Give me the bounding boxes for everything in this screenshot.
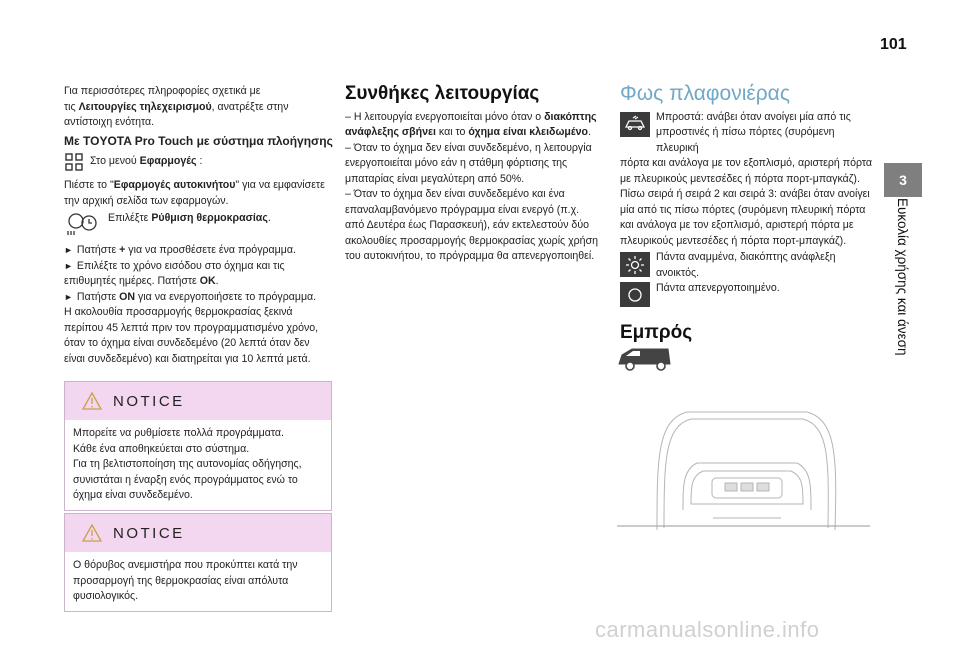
door-mode-line: μία από τις πίσω πόρτες (συρόμενη πλευρική πόρτα	[620, 203, 866, 216]
menu-text: :	[196, 155, 203, 167]
condition-3-line-2: επαναλαμβανόμενο πρόγραμμα είναι ενεργό (π.χ.	[345, 203, 580, 216]
condition-1-line-1	[345, 110, 600, 126]
step-text: για να ενεργοποιήσετε το πρόγραμμα.	[135, 290, 317, 303]
notice-label: NOTICE	[113, 392, 185, 410]
chapter-label-text: Ευκολία χρήσης και άνεση	[895, 198, 910, 356]
notice-box-2	[64, 513, 332, 612]
chapter-tab[interactable]: 3	[884, 163, 922, 197]
temperature-setting-row	[64, 209, 339, 237]
warning-triangle-icon	[81, 391, 103, 411]
step-text: .	[215, 275, 219, 287]
courtesy-light-illustration	[617, 400, 870, 540]
warning-triangle-icon	[81, 523, 103, 543]
sun-icon	[624, 255, 646, 275]
door-mode-line: μπροστινές ή πίσω πόρτες (συρόμενη πλευρική	[656, 126, 835, 154]
step-text: Πατήστε	[76, 290, 120, 303]
intro-line-1: Για περισσότερες πληροφορίες σχετικά με	[64, 85, 261, 97]
condition-3-line-5: του αυτοκινήτου, το πρόγραμμα θα απενεργοποιηθεί.	[345, 250, 595, 262]
step-arrow-icon: ►	[64, 291, 73, 302]
left-column	[64, 84, 339, 367]
always-on-icon	[620, 252, 650, 277]
condition-bold: διακόπτης	[544, 110, 597, 123]
middle-column	[345, 83, 600, 265]
condition-bold: ανάφλεξης σβήνει	[345, 126, 436, 138]
always-on-block	[620, 250, 872, 281]
always-off-line: Πάντα απενεργοποιημένο.	[656, 282, 780, 294]
press-line-2: την αρχική σελίδα των εφαρμογών.	[64, 194, 229, 207]
plus-key: +	[119, 244, 126, 256]
sequence-para-1: Η ακολουθία προσαρμογής θερμοκρασίας ξεκινά	[64, 306, 293, 318]
watermark: carmanualsonline.info	[595, 617, 820, 642]
always-off-block	[620, 281, 872, 307]
step-1	[64, 243, 339, 259]
select-text: .	[267, 212, 271, 224]
door-mode-line: Μπροστά: ανάβει όταν ανοίγει μία από τις	[656, 110, 851, 123]
always-on-line: ανοικτός.	[656, 266, 700, 279]
always-off-icon	[620, 282, 650, 307]
door-mode-line: πλευρικούς μεντεσέδες ή πόρτα πορτ-μπαγκάζ).	[620, 234, 847, 247]
intro-line-3: αντίστοιχη ενότητα.	[64, 116, 155, 128]
on-key: ON	[119, 290, 136, 303]
notice-line: προσαρμογή της θερμοκρασίας είναι απόλυτα	[73, 574, 289, 587]
door-open-car-icon	[623, 115, 647, 133]
condition-2-line-3: μπαταρίας είναι μεγαλύτερη από 50%.	[345, 172, 525, 185]
notice-body	[65, 552, 331, 611]
menu-name: Εφαρμογές	[139, 155, 197, 167]
step-arrow-icon: ►	[64, 260, 73, 271]
courtesy-light-title: Φως πλαφονιέρας	[620, 82, 790, 105]
subheading: Με TOYOTA Pro Touch με σύστημα πλοήγησης	[64, 133, 333, 148]
notice-header	[65, 514, 331, 552]
condition-text: και το	[435, 126, 469, 138]
notice-line: Μπορείτε να ρυθμίσετε πολλά προγράμματα.	[73, 427, 284, 439]
temperature-schedule-icon	[64, 209, 102, 237]
condition-2-line-2: ενεργοποιείται μόνο εάν η στάθμη φόρτισης της	[345, 157, 568, 169]
always-on-line: Πάντα αναμμένα, διακόπτης ανάφλεξη	[656, 251, 836, 263]
intro-text: , ανατρέξτε στην	[211, 100, 289, 113]
notice-body	[65, 420, 331, 510]
menu-text: Στο μενού	[90, 155, 140, 167]
notice-line: φυσιολογικός.	[73, 590, 139, 602]
operating-conditions-title: Συνθήκες λειτουργίας	[345, 83, 540, 104]
remote-functions-link: Λειτουργίες τηλεχειρισμού	[78, 100, 212, 113]
condition-3-line-3: από Δευτέρα έως Παρασκευή), εάν εκτελεστούν δύο	[345, 219, 590, 231]
notice-line: συνιστάται η έναρξη ενός προγράμματος ενώ το	[73, 473, 298, 486]
step-text: Πατήστε	[76, 244, 120, 256]
door-mode-icon	[620, 112, 650, 137]
intro-line-2	[64, 100, 339, 116]
notice-header	[65, 382, 331, 420]
notice-line: όχημα είναι συνδεδεμένο.	[73, 489, 193, 501]
van-icon	[616, 346, 674, 372]
press-text: " για να εμφανίσετε	[235, 179, 325, 191]
right-column	[620, 82, 872, 343]
notice-line: Για τη βελτιστοποίηση της αυτονομίας οδήγησης,	[73, 458, 302, 470]
notice-line: Ο θόρυβος ανεμιστήρα που προκύπτει κατά την	[73, 559, 298, 571]
notice-box-1	[64, 381, 332, 511]
press-text: Πιέστε το "	[64, 179, 114, 191]
vehicle-apps-name: Εφαρμογές αυτοκινήτου	[113, 179, 236, 191]
condition-1-line-2	[345, 125, 600, 141]
step-text: Επιλέξτε το χρόνο εισόδου στο όχημα και τις	[76, 259, 285, 272]
door-mode-line: πόρτα και ανάλογα με τον εξοπλισμό, αριστερή πόρτα	[620, 157, 872, 169]
notice-line: Κάθε ένα αποθηκεύεται στο σύστημα.	[73, 442, 250, 455]
sequence-para-2: περίπου 45 λεπτά πριν τον προγραμματισμένο χρόνο,	[64, 321, 319, 334]
chapter-label	[895, 198, 925, 423]
off-circle-icon	[625, 285, 645, 305]
menu-path	[90, 152, 202, 170]
step-3	[64, 290, 339, 306]
temperature-setting-name: Ρύθμιση θερμοκρασίας	[151, 212, 268, 224]
step-text: επιθυμητές ημέρες. Πατήστε	[64, 275, 200, 287]
condition-3-line-4: ακολουθίες προσαρμογής θερμοκρασίας χωρίς χρήση	[345, 234, 599, 247]
press-line-1	[64, 178, 339, 194]
sequence-para-4: είναι συνδεδεμένο) και διατηρείται για 10 λεπτά μετά.	[64, 352, 311, 365]
condition-3-line-1: – Όταν το όχημα δεν είναι συνδεδεμένο και ένα	[345, 188, 565, 200]
door-mode-line: και ανάλογα με τον εξοπλισμό, αριστερή πόρτα με	[620, 219, 854, 231]
apps-menu-row	[64, 152, 339, 172]
front-title: Εμπρός	[620, 322, 693, 343]
condition-bold: όχημα είναι κλειδωμένο	[468, 126, 589, 138]
condition-text: – Η λειτουργία ενεργοποιείται μόνο όταν ο	[345, 110, 545, 123]
condition-2-line-1: – Όταν το όχημα δεν είναι συνδεδεμένο, η λειτουργία	[345, 141, 592, 154]
step-arrow-icon: ►	[64, 245, 73, 255]
step-text: για να προσθέσετε ένα πρόγραμμα.	[125, 244, 296, 256]
apps-grid-icon	[64, 152, 84, 172]
intro-text: τις	[64, 100, 79, 113]
door-mode-block	[620, 110, 872, 250]
page-number: 101	[880, 36, 907, 53]
step-2-continued	[64, 274, 339, 290]
notice-label: NOTICE	[113, 524, 185, 542]
select-temperature-setting	[108, 209, 271, 227]
door-mode-line: Πίσω σειρά ή σειρά 2 και σειρά 3: ανάβει όταν ανοίγει	[620, 188, 870, 200]
condition-text: .	[588, 126, 591, 138]
door-mode-line: με πλευρικούς μεντεσέδες ή πόρτα πορτ-μπαγκάζ).	[620, 172, 860, 185]
step-2	[64, 259, 339, 275]
sequence-para-3: όταν το όχημα είναι συνδεδεμένο (20 λεπτά όταν δεν	[64, 337, 310, 349]
ok-key: OK	[199, 275, 216, 287]
select-text: Επιλέξτε	[108, 212, 152, 224]
